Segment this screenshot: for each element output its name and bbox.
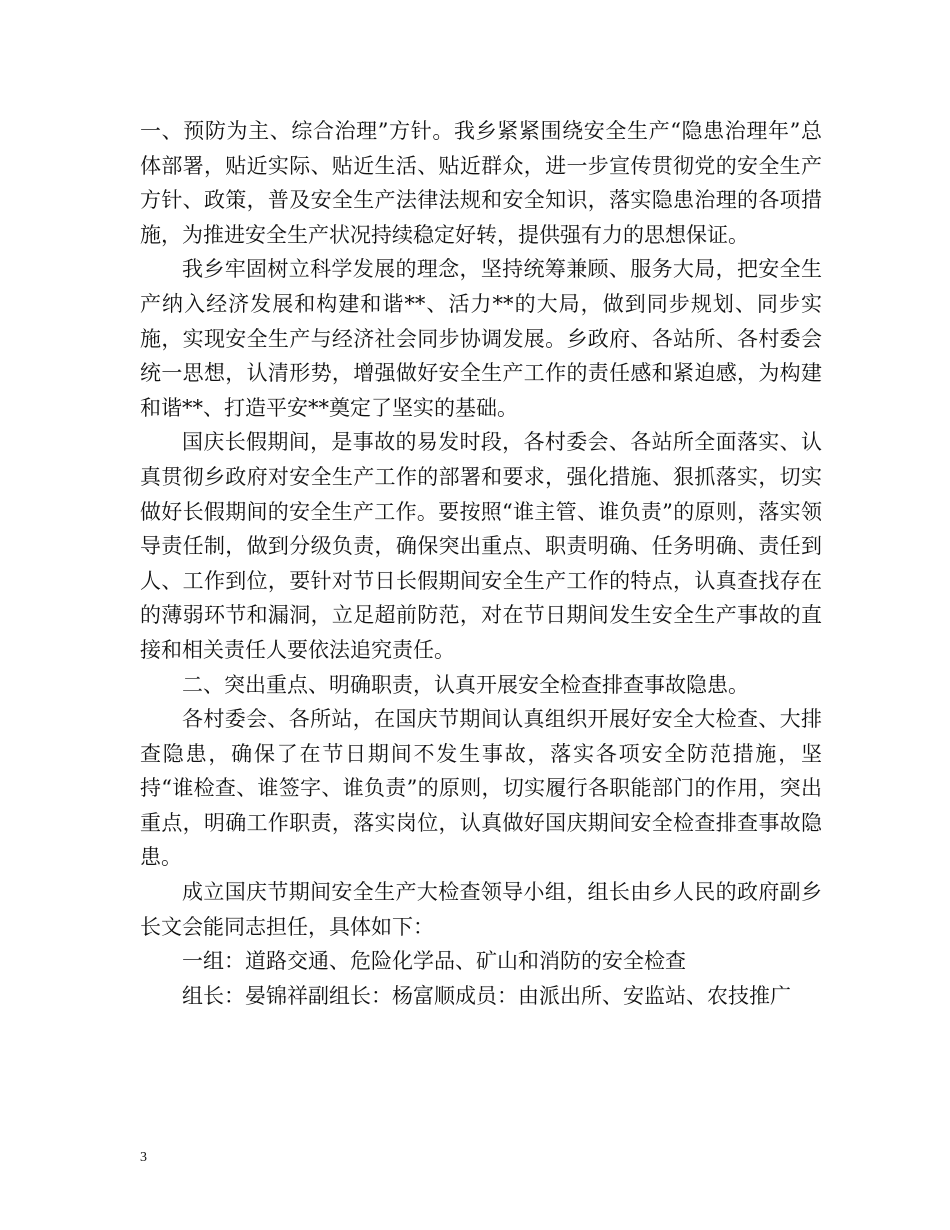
group-members-line: 组长：晏锦祥副组长：杨富顺成员：由派出所、安监站、农技推广 bbox=[182, 983, 791, 1008]
page-number: 3 bbox=[140, 1150, 147, 1165]
paragraph-5: 成立国庆节期间安全生产大检查领导小组，组长由乡人民的政府副乡长文会能同志担任，具体如下： bbox=[140, 880, 822, 939]
paragraph-2: 我乡牢固树立科学发展的理念，坚持统筹兼顾、服务大局，把安全生产纳入经济发展和构建和谐**、活力**的大局，做到同步规划、同步实施，实现安全生产与经济社会同步协调发展。乡政府、各站所、各村委会统一思想，认清形势，增强做好安全生产工作的责任感和紧迫感，为构建和谐**、打造平安**奠定了坚实的基础。 bbox=[140, 257, 822, 420]
paragraph-1: 一、预防为主、综合治理”方针。我乡紧紧围绕安全生产“隐患治理年”总体部署，贴近实际、贴近生活、贴近群众，进一步宣传贯彻党的安全生产方针、政策，普及安全生产法律法规和安全知识，落实隐患治理的各项措施，为推进安全生产状况持续稳定好转，提供强有力的思想保证。 bbox=[140, 119, 822, 247]
paragraph-3: 国庆长假期间，是事故的易发时段，各村委会、各站所全面落实、认真贯彻乡政府对安全生产工作的部署和要求，强化措施、狠抓落实，切实做好长假期间的安全生产工作。要按照“谁主管、谁负责”的原则，落实领导责任制，做到分级负责，确保突出重点、职责明确、任务明确、责任到人、工作到位，要针对节日长假期间安全生产工作的特点，认真查找存在的薄弱环节和漏洞，立足超前防范，对在节日期间发生安全生产事故的直接和相关责任人要依法追究责任。 bbox=[140, 430, 822, 662]
paragraph-4: 各村委会、各所站，在国庆节期间认真组织开展好安全大检查、大排查隐患，确保了在节日期间不发生事故，落实各项安全防范措施，坚持“谁检查、谁签字、谁负责”的原则，切实履行各职能部门的作用，突出重点，明确工作职责，落实岗位，认真做好国庆期间安全检查排查事故隐患。 bbox=[140, 707, 822, 870]
document-body bbox=[140, 114, 822, 1013]
group-one-line: 一组：道路交通、危险化学品、矿山和消防的安全检查 bbox=[182, 949, 686, 974]
section-heading-2: 二、突出重点、明确职责，认真开展安全检查排查事故隐患。 bbox=[182, 672, 749, 697]
